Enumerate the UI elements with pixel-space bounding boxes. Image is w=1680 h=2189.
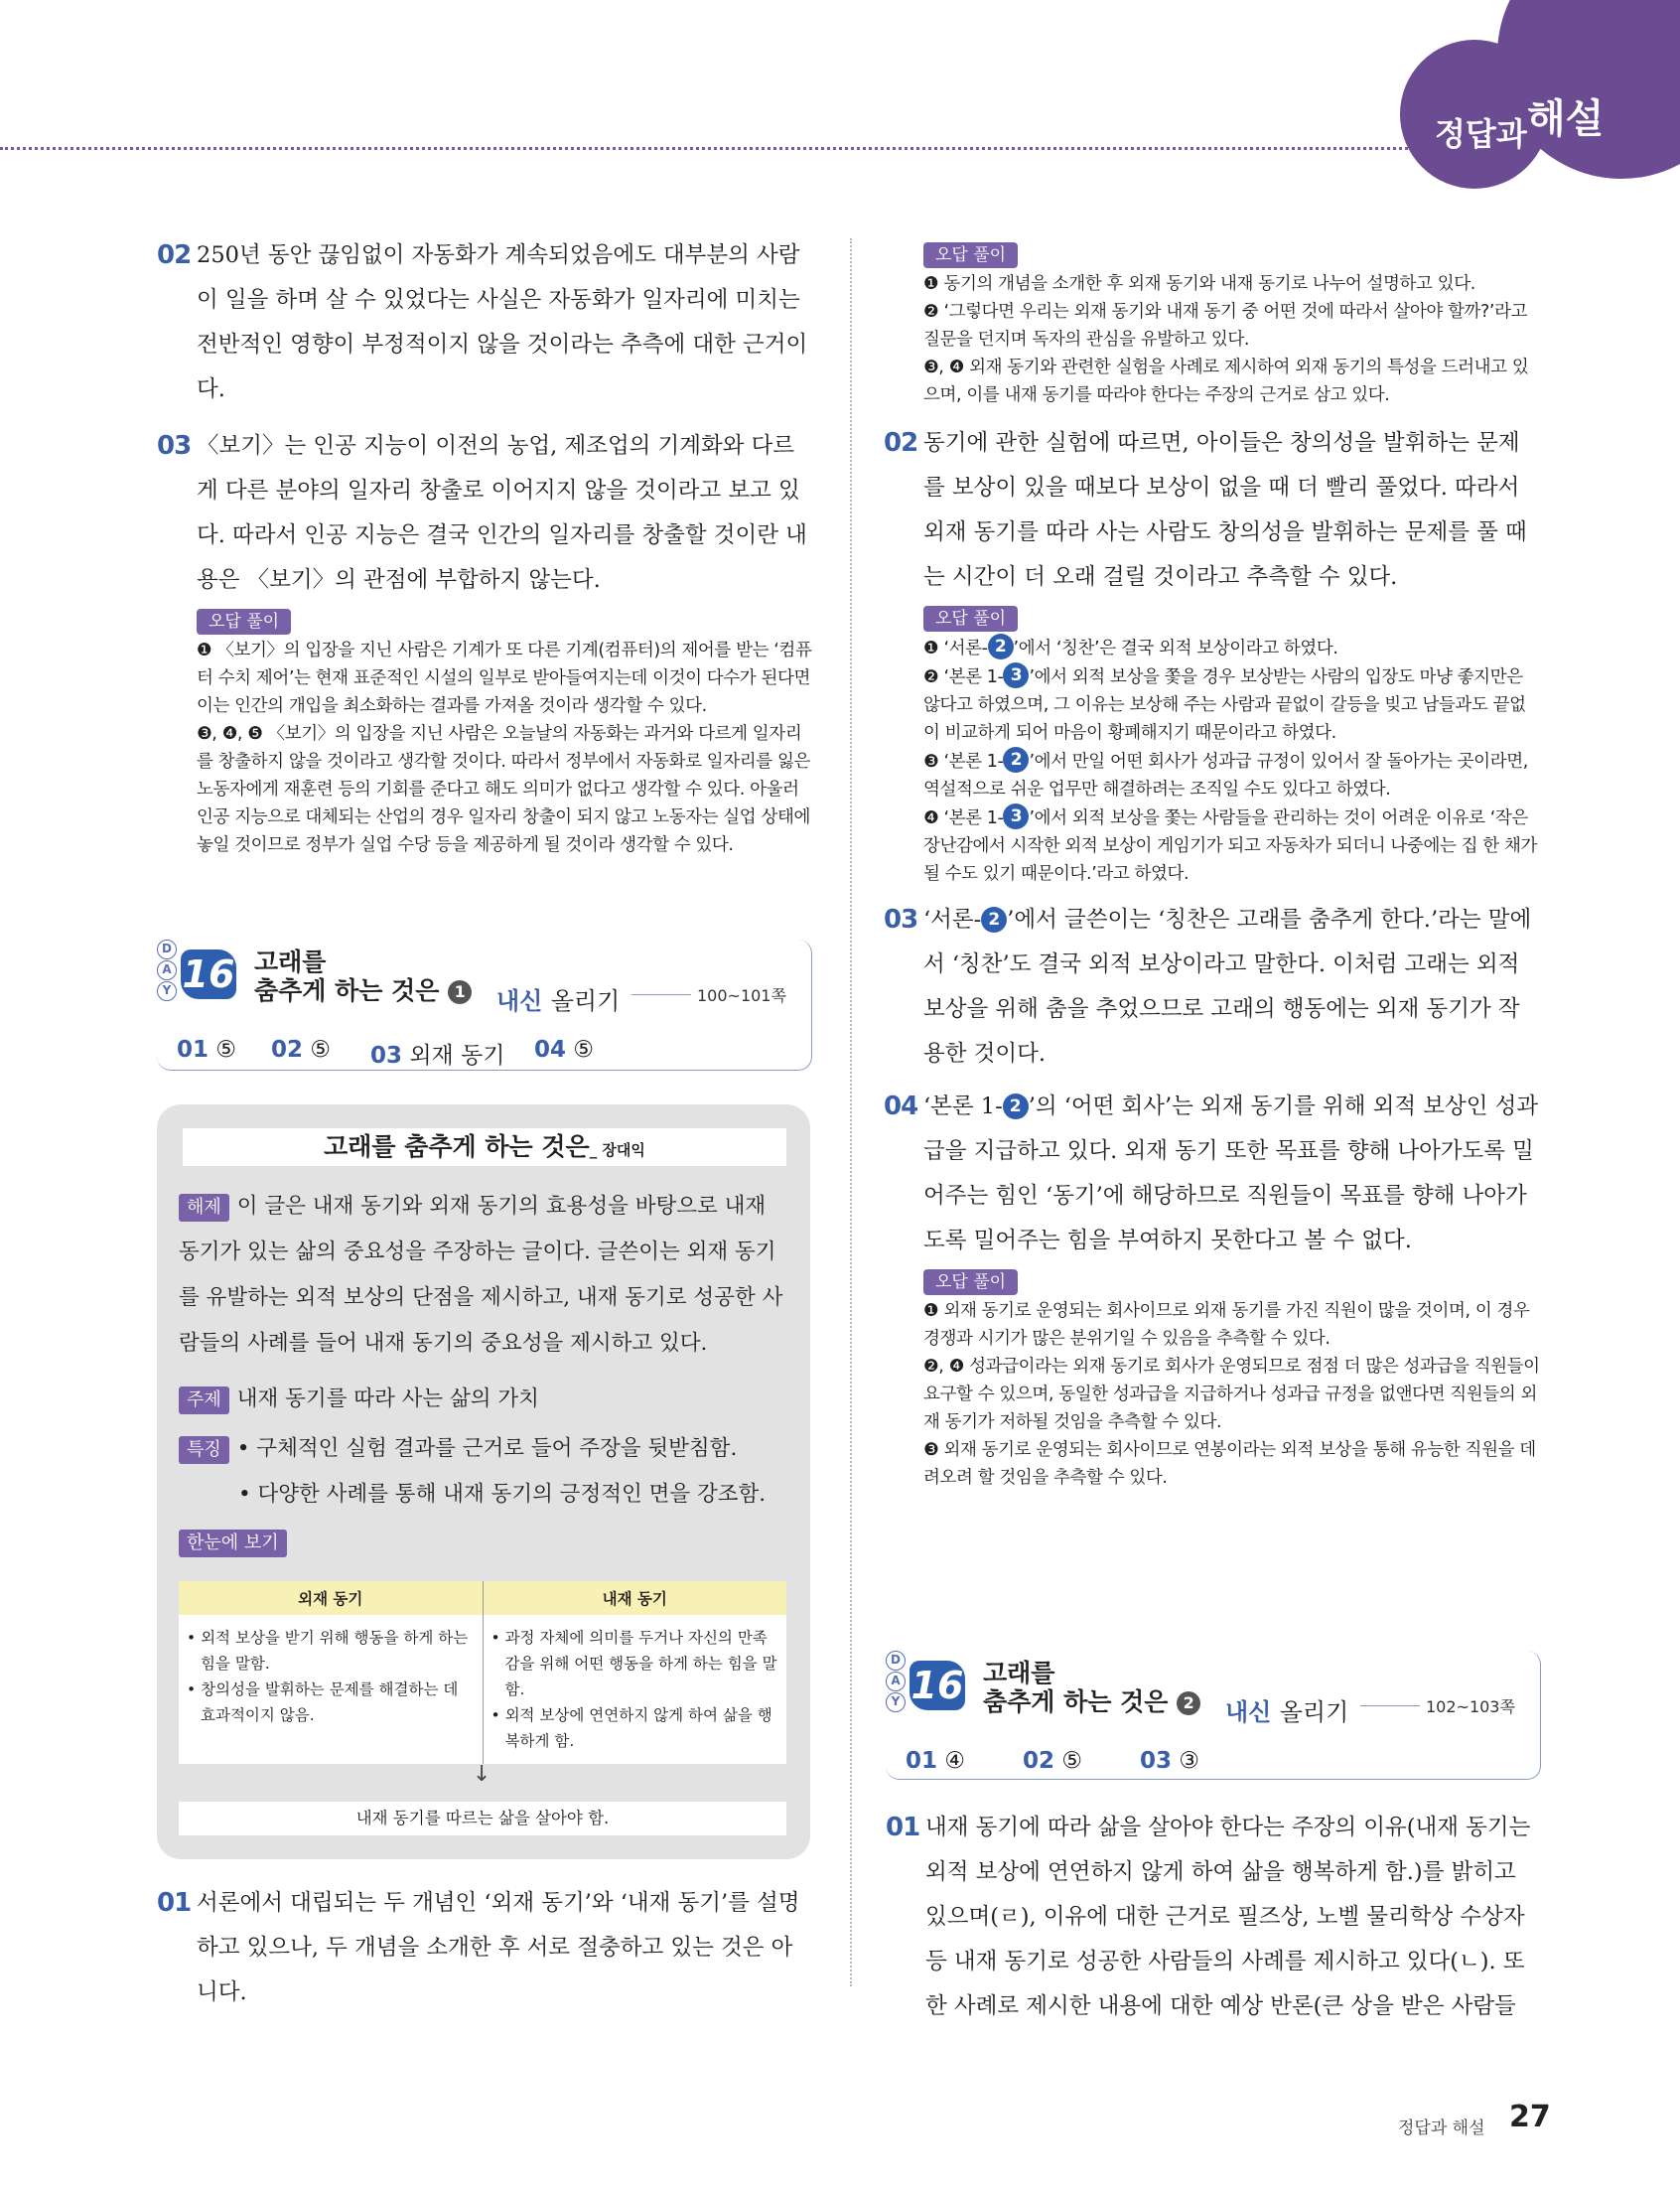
part-number-icon: 2 xyxy=(1177,1691,1200,1715)
haeje-tag: 해제 xyxy=(179,1194,229,1222)
question-03 xyxy=(157,424,812,603)
day-answer-box-2 xyxy=(886,1651,1541,1780)
haeje-section: 해제 이 글은 내재 동기와 외재 동기의 효용성을 바탕으로 내재 동기가 있는 삶의 중요성을 주장하는 글이다. 글쓴이는 외재 동기를 유발하는 외적 보상의 단점을 제시하고, 내재 동기로 성공한 사람들의 사례를 들어 내재 동기의 중요성을 제시하고 있다. xyxy=(179,1194,783,1356)
question-number: 03 xyxy=(884,905,918,935)
paragraph-badge-icon: 2 xyxy=(1003,747,1029,773)
footer-label: 정답과 해설 xyxy=(1398,2118,1485,2138)
explanation-item: ❷ ‘그렇다면 우리는 외재 동기와 내재 동기 중 어떤 것에 따라서 살아야 할까?’라고 질문을 던지며 독자의 관심을 유발하고 있다. xyxy=(923,302,1528,350)
wrong-answer-tag: 오답 풀이 xyxy=(923,242,1018,268)
glance-tag: 한눈에 보기 xyxy=(179,1530,287,1557)
question-02 xyxy=(884,421,1541,600)
teukjing-tag: 특징 xyxy=(179,1436,229,1464)
explanation-item: ❶ ‘서론- 2 ’에서 ‘칭찬’은 결국 외적 보상이라고 하였다. xyxy=(923,634,1541,662)
question-01-left xyxy=(157,1881,812,2015)
answer-item: 03 ③ xyxy=(1140,1748,1199,1774)
day-label: D A Y xyxy=(157,940,177,1002)
question-number: 01 xyxy=(886,1813,920,1842)
panel-title: 고래를 춤추게 하는 것은_ 장대익 xyxy=(183,1128,786,1166)
wrong-answer-tag: 오답 풀이 xyxy=(923,606,1018,632)
page-range: 100~101쪽 xyxy=(697,986,786,1005)
question-text: 250년 동안 끊임없이 자동화가 계속되었음에도 대부분의 사람이 일을 하며 살 수 있었다는 사실은 자동화가 일자리에 미치는 전반적인 영향이 부정적이지 않을 것이라는 추측에 대한 근거이다. xyxy=(197,242,808,402)
answer-item: 02 ⑤ xyxy=(271,1037,331,1063)
day-number-badge: 16 xyxy=(181,949,236,999)
table-cell: • 과정 자체에 의미를 두거나 자신의 만족감을 위해 어떤 행동을 하게 하는 힘을 말함. • 외적 보상에 연연하지 않게 하여 삶을 행복하게 함. xyxy=(483,1615,786,1764)
glance-section xyxy=(179,1520,790,1565)
summary-panel xyxy=(157,1104,810,1859)
down-arrow-icon: ↓ xyxy=(473,1762,491,1787)
page-range: 102~103쪽 xyxy=(1426,1697,1515,1716)
paragraph-badge-icon: 2 xyxy=(988,634,1014,659)
paragraph-badge-icon: 2 xyxy=(1003,1094,1029,1119)
header-title-b: 해설 xyxy=(1527,96,1605,142)
question-text: 동기에 관한 실험에 따르면, 아이들은 창의성을 발휘하는 문제를 보상이 있을 때보다 보상이 없을 때 더 빨리 풀었다. 따라서 외재 동기를 따라 사는 사람도 창의성을 발휘하는 문제를 풀 때는 시간이 더 오래 걸릴 것이라고 추측할 수 있다. xyxy=(923,430,1527,590)
explanation-item: ❸ ‘본론 1- 2 ’에서 만일 어떤 회사가 성과급 규정이 있어서 잘 돌아가는 곳이라면, 역설적으로 쉬운 업무만 해결하려는 조직일 수도 있다고 하였다. xyxy=(923,747,1541,803)
explanation-item: ❷ ‘본론 1- 3 ’에서 외적 보상을 쫓을 경우 보상받는 사람의 입장도 마냥 좋지만은 않다고 하였으며, 그 이유는 보상해 주는 사람과 끝없이 갈등을 빚고 남들과도 끝없이 비교하게 되어 마음이 황폐해지기 때문이라고 하였다. xyxy=(923,662,1541,747)
decorative-line xyxy=(1360,1705,1420,1706)
comparison-table: 외재 동기 내재 동기 • 외적 보상을 받기 위해 행동을 하게 하는 힘을 말함. • 창의성을 발휘하는 문제를 해결하는 데 효과적이지 않음. • 과정 자체에 의미를 두거나 자신의 만족감을 위해 어떤 행동을 하게 하는 힘을 말함. • 외적 보상에 연연하지 않게 하여 삶을 행복하게 함. xyxy=(179,1581,786,1764)
left-column xyxy=(157,233,812,859)
header-dotted-rule xyxy=(0,147,1420,150)
table-cell: • 외적 보상을 받기 위해 행동을 하게 하는 힘을 말함. • 창의성을 발휘하는 문제를 해결하는 데 효과적이지 않음. xyxy=(179,1615,483,1764)
wrong-answer-explanation xyxy=(157,603,812,859)
juje-section: 주제 내재 동기를 따라 사는 삶의 가치 xyxy=(179,1377,790,1422)
juje-tag: 주제 xyxy=(179,1386,229,1414)
day-number-badge: 16 xyxy=(910,1661,965,1710)
right-column xyxy=(884,242,1541,1492)
question-text: 〈보기〉는 인공 지능이 이전의 농업, 제조업의 기계화와 다르게 다른 분야의 일자리 창출로 이어지지 않을 것이라고 보고 있다. 따라서 인공 지능은 결국 인간의 일자리를 창출할 것이란 내용은 〈보기〉의 관점에 부합하지 않는다. xyxy=(197,433,807,593)
explanation-item: ❸, ❹ 외재 동기와 관련한 실험을 사례로 제시하여 외재 동기의 특성을 드러내고 있으며, 이를 내재 동기를 따라야 한다는 주장의 근거로 삼고 있다. xyxy=(923,358,1529,405)
day-title: 고래를 춤추게 하는 것은 1 xyxy=(254,948,472,1005)
part-number-icon: 1 xyxy=(448,980,472,1004)
question-04 xyxy=(884,1085,1541,1263)
column-separator xyxy=(850,238,852,1986)
explanation-item: ❸ 외재 동기로 운영되는 회사이므로 연봉이라는 외적 보상을 통해 유능한 직원을 데려오려 할 것임을 추측할 수 있다. xyxy=(923,1440,1536,1488)
answer-item: 02 ⑤ xyxy=(1023,1748,1082,1774)
question-text: 서론에서 대립되는 두 개념인 ‘외재 동기’와 ‘내재 동기’를 설명하고 있으나, 두 개념을 소개한 후 서로 절충하고 있는 것은 아니다. xyxy=(197,1890,800,2005)
naesin-label: 내신 올리기 xyxy=(1225,1698,1349,1726)
answer-item: 03 외재 동기 xyxy=(370,1043,505,1069)
explanation-item: ❶ 동기의 개념을 소개한 후 외재 동기와 내재 동기로 나누어 설명하고 있다. xyxy=(923,274,1475,294)
answer-item: 04 ⑤ xyxy=(534,1037,594,1063)
question-number: 02 xyxy=(157,240,192,270)
explanation-item: ❷, ❹ 성과급이라는 외재 동기로 회사가 운영되므로 점점 더 많은 성과급을 직원들이 요구할 수 있으며, 동일한 성과급을 지급하거나 성과급 규정을 없앤다면 직원들의 외재 동기가 저하될 것임을 추측할 수 있다. xyxy=(923,1357,1540,1432)
conclusion: 내재 동기를 따르는 삶을 살아야 함. xyxy=(179,1802,786,1835)
question-number: 04 xyxy=(884,1092,918,1121)
question-text: ‘서론- 2 ’에서 글쓴이는 ‘칭찬은 고래를 춤추게 한다.’라는 말에서 ‘칭찬’도 결국 외적 보상이라고 말한다. 이처럼 고래는 외적 보상을 위해 춤을 추었으므로 고래의 행동에는 외재 동기가 작용한 것이다. xyxy=(923,907,1532,1067)
page-number: 27 xyxy=(1509,2100,1551,2134)
answer-item: 01 ④ xyxy=(906,1748,965,1774)
day-label: D A Y xyxy=(886,1651,906,1713)
question-text: ‘본론 1- 2 ’의 ‘어떤 회사’는 외재 동기를 위해 외적 보상인 성과급을 지급하고 있다. 외재 동기 또한 목표를 향해 나아가도록 밀어주는 힘인 ‘동기’에 해당하므로 직원들이 목표를 향해 나아가도록 밀어주는 힘을 부여하지 못한다고 볼 수 없다. xyxy=(923,1094,1539,1253)
explanation-item: ❹ ‘본론 1- 3 ’에서 외적 보상을 쫓는 사람들을 관리하는 것이 어려운 이유로 ‘작은 장난감에서 시작한 외적 보상이 게임기가 되고 자동차가 되더니 나중에는 집 한 채가 될 수도 있기 때문이다.’라고 하였다. xyxy=(923,803,1541,888)
paragraph-badge-icon: 3 xyxy=(1003,803,1029,829)
answer-item: 01 ⑤ xyxy=(177,1037,236,1063)
question-02 xyxy=(157,233,812,412)
explanation-item: ❸, ❹, ❺ 〈보기〉의 입장을 지닌 사람은 오늘날의 자동화는 과거와 다르게 일자리를 창출하지 않을 것이라고 생각할 것이다. 따라서 정부에서 자동화로 일자리를 잃은 노동자에게 재훈련 등의 기회를 준다고 해도 의미가 없다고 생각할 수 있다. 아울러 인공 지능으로 대체되는 산업의 경우 일자리 창출이 되지 않고 노동자는 실업 상태에 놓일 것이므로 정부가 실업 수당 등을 제공하게 될 것이라 생각할 수 있다. xyxy=(197,724,810,855)
day-answer-box-1 xyxy=(157,940,812,1071)
question-number: 01 xyxy=(157,1888,192,1918)
paragraph-badge-icon: 2 xyxy=(981,907,1007,933)
explanation-item: ❶ 〈보기〉의 입장을 지닌 사람은 기계가 또 다른 기계(컴퓨터)의 제어를 받는 ‘컴퓨터 수치 제어’는 현재 표준적인 시설의 일부로 받아들여지는데 이것이 다수가 된다면 이는 인간의 개입을 최소화하는 결과를 가져올 것이라 생각할 수 있다. xyxy=(197,641,812,716)
header-title-a: 정답과 xyxy=(1435,115,1527,153)
explanation-item: ❶ 외재 동기로 운영되는 회사이므로 외재 동기를 가진 직원이 많을 것이며, 이 경우 경쟁과 시기가 많은 분위기일 수 있음을 추측할 수 있다. xyxy=(923,1301,1530,1349)
panel-body xyxy=(179,1184,790,1565)
day-title: 고래를 춤추게 하는 것은 2 xyxy=(983,1659,1200,1716)
wrong-answer-tag: 오답 풀이 xyxy=(923,1269,1018,1295)
naesin-label: 내신 올리기 xyxy=(496,987,621,1015)
question-number: 02 xyxy=(884,428,918,458)
paragraph-badge-icon: 3 xyxy=(1003,662,1029,688)
decorative-line xyxy=(631,994,691,995)
question-01-right xyxy=(886,1806,1541,2029)
question-03 xyxy=(884,898,1541,1077)
question-text: 내재 동기에 따라 삶을 살아야 한다는 주장의 이유(내재 동기는 외적 보상에 연연하지 않게 하여 삶을 행복하게 함.)를 밝히고 있으며(ㄹ), 이유에 대한 근거로 필즈상, 노벨 물리학상 수상자 등 내재 동기로 성공한 사람들의 사례를 제시하고 있다(ㄴ). 또한 사례로 제시한 내용에 대한 예상 반론(큰 상을 받은 사람들 xyxy=(925,1815,1531,2019)
wrong-answer-tag: 오답 풀이 xyxy=(197,609,291,635)
question-number: 03 xyxy=(157,431,192,461)
teukjing-section: 특징 • 구체적인 실험 결과를 근거로 들어 주장을 뒷받침함. • 다양한 사례를 통해 내재 동기의 긍정적인 면을 강조함. xyxy=(179,1426,790,1518)
